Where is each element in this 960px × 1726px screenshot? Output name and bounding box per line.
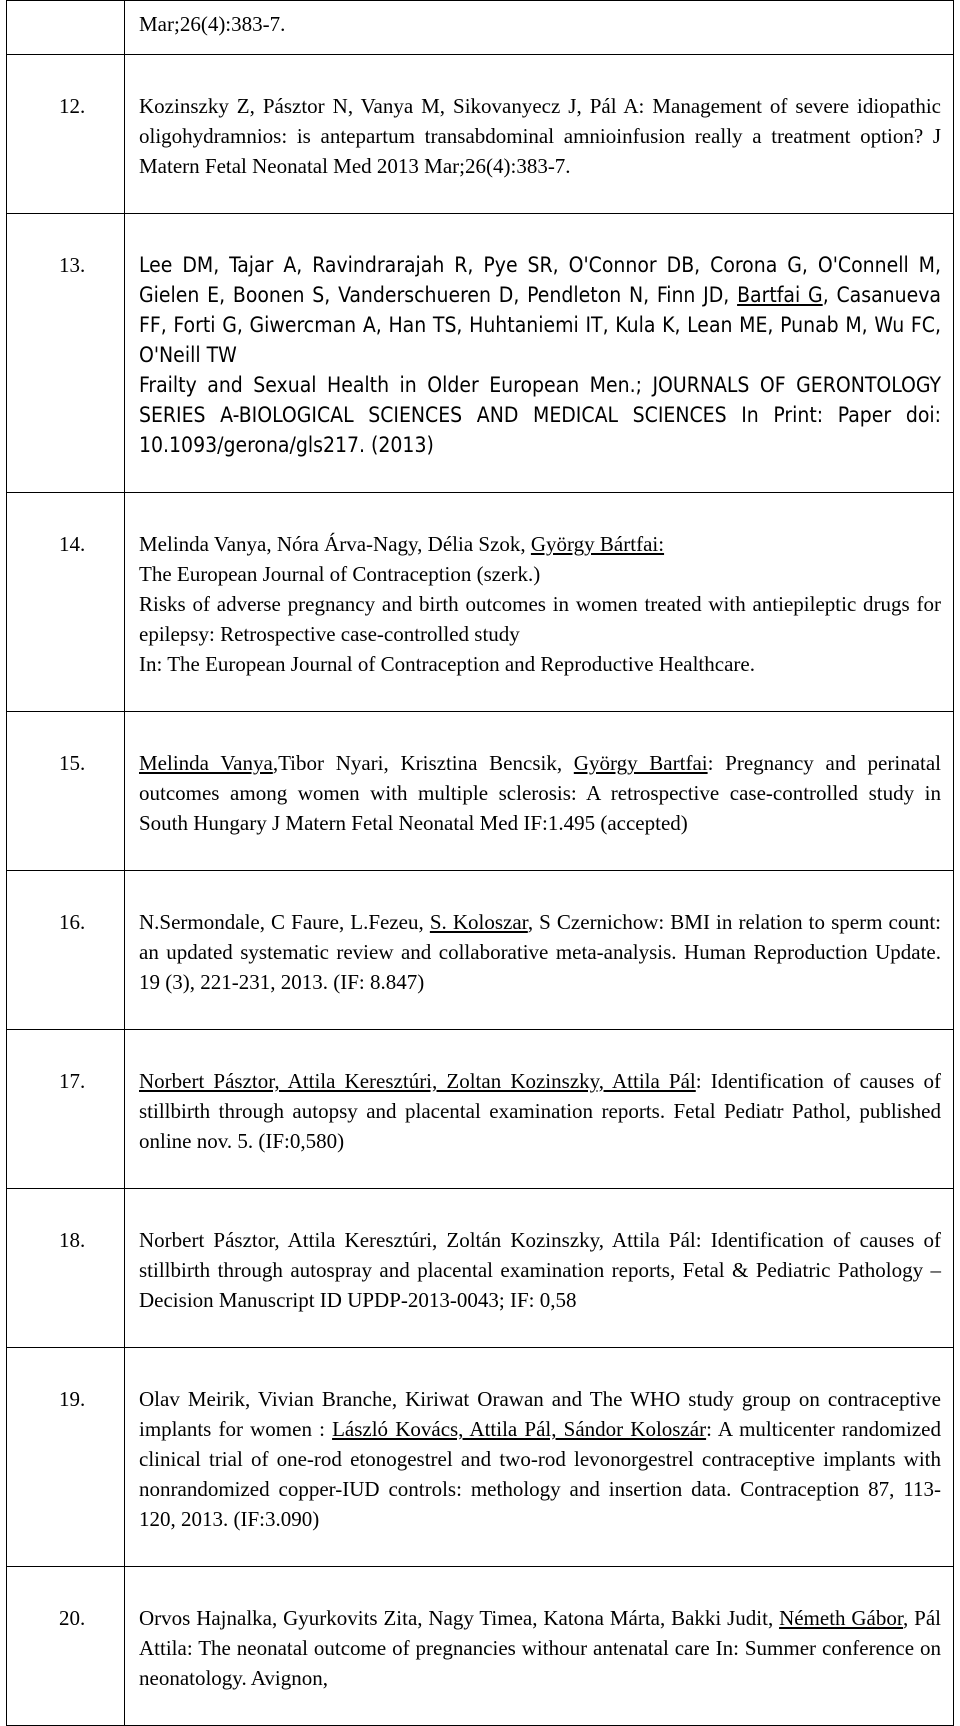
publication-number: 15.: [7, 712, 125, 871]
citation-text: ,Tibor Nyari, Krisztina Bencsik,: [272, 751, 574, 775]
citation-text: , Casanueva FF, Forti G, Giwercman A, Han TS, Huhtaniemi IT, Kula K, Lean ME, Punab M, Wu FC, O'Neill TW: [139, 283, 941, 367]
publication-citation: [125, 493, 954, 712]
publication-number: 18.: [7, 1189, 125, 1348]
citation-text: Mar;26(4):383-7.: [139, 12, 286, 36]
publication-row: [7, 1567, 954, 1726]
publication-citation: [125, 1567, 954, 1726]
citation-text: Risks of adverse pregnancy and birth outcomes in women treated with antiepileptic drugs for epilepsy: Retrospective case-controlled study: [139, 592, 941, 646]
publication-number: 16.: [7, 871, 125, 1030]
underlined-author: György Bártfai:: [530, 532, 665, 556]
citation-text: Kozinszky Z, Pásztor N, Vanya M, Sikovanyecz J, Pál A: Management of severe idiopathic oligohydramnios: is antepartum transabdominal amnioinfusion really a treatment option? J Matern Fetal Neonatal Med 2013 Mar;26(4):383-7.: [139, 94, 941, 178]
publication-number: 17.: [7, 1030, 125, 1189]
citation-text: , S Czernichow: BMI in relation to sperm count: an updated systematic review and collaborative meta-analysis. Human Reproduction Update. 19 (3), 221-231, 2013. (IF: 8.847): [139, 910, 941, 994]
underlined-author: Melinda Vanya: [139, 751, 273, 775]
publication-row: [7, 1030, 954, 1189]
citation-text: Melinda Vanya, Nóra Árva-Nagy, Délia Szok,: [139, 532, 531, 556]
publication-citation: [125, 1189, 954, 1348]
citation-text: Orvos Hajnalka, Gyurkovits Zita, Nagy Timea, Katona Márta, Bakki Judit,: [139, 1606, 780, 1630]
citation-text: , Pál Attila: The neonatal outcome of pregnancies withour antenatal care In: Summer conference on neonatology. Avignon,: [139, 1606, 941, 1690]
publication-row: [7, 1348, 954, 1567]
publication-citation: [125, 712, 954, 871]
publication-citation: [125, 1, 954, 55]
publication-row: [7, 871, 954, 1030]
underlined-author: Norbert Pásztor, Attila Keresztúri, Zoltan Kozinszky, Attila Pál: [139, 1069, 696, 1093]
publication-citation: [125, 1348, 954, 1567]
publication-row: [7, 55, 954, 214]
citation-text: : Pregnancy and perinatal outcomes among women with multiple sclerosis: A retrospective case-controlled study in South Hungary J Matern Fetal Neonatal Med IF:1.495 (accepted): [139, 751, 942, 835]
publication-number: [7, 1, 125, 55]
publication-row: [7, 1, 954, 55]
underlined-author: S. Koloszar: [429, 910, 528, 934]
publication-number: 20.: [7, 1567, 125, 1726]
publication-number: 14.: [7, 493, 125, 712]
publication-citation: [125, 55, 954, 214]
underlined-author: László Kovács, Attila Pál, Sándor Koloszár: [332, 1417, 707, 1441]
citation-text: Olav Meirik, Vivian Branche, Kiriwat Orawan and The WHO study group on contraceptive implants for women :: [139, 1387, 941, 1441]
publication-row: [7, 1189, 954, 1348]
citation-text: Frailty and Sexual Health in Older European Men.; JOURNALS OF GERONTOLOGY SERIES A-BIOLOGICAL SCIENCES AND MEDICAL SCIENCES In Print: Paper doi: 10.1093/gerona/gls217. (2013): [139, 373, 941, 457]
citation-text: : Identification of causes of stillbirth through autopsy and placental examination reports. Fetal Pediatr Pathol, published online nov. 5. (IF:0,580): [139, 1069, 941, 1153]
publication-number: 13.: [7, 214, 125, 493]
underlined-author: Németh Gábor: [779, 1606, 904, 1630]
publication-number: 12.: [7, 55, 125, 214]
publication-row: [7, 214, 954, 493]
publication-citation: [125, 871, 954, 1030]
citation-text: Norbert Pásztor, Attila Keresztúri, Zoltán Kozinszky, Attila Pál: Identification of causes of stillbirth through autospray and placental examination reports, Fetal & Pediatric Pathology – Decision Manuscript ID UPDP-2013-0043; IF: 0,58: [139, 1228, 941, 1312]
underlined-author: Bartfai G: [737, 283, 823, 307]
publication-citation: [125, 1030, 954, 1189]
citation-text: In: The European Journal of Contraception and Reproductive Healthcare.: [139, 652, 755, 676]
publication-number: 19.: [7, 1348, 125, 1567]
underlined-author: György Bartfai: [573, 751, 708, 775]
publication-row: [7, 493, 954, 712]
publication-citation: [125, 214, 954, 493]
citation-text: N.Sermondale, C Faure, L.Fezeu,: [139, 910, 430, 934]
citation-text: Lee DM, Tajar A, Ravindrarajah R, Pye SR, O'Connor DB, Corona G, O'Connell M, Gielen E, Boonen S, Vanderschueren D, Pendleton N, Finn JD,: [139, 253, 941, 307]
publication-table: [6, 0, 954, 1726]
citation-text: The European Journal of Contraception (szerk.): [139, 562, 541, 586]
publication-rows: [7, 1, 954, 1726]
citation-text: : A multicenter randomized clinical trial of one-rod etonogestrel and two-rod levonorgestrel contraceptive implants with nonrandomized copper-IUD controls: methology and insertion data. Contraception 87, 113-120, 2013. (IF:3.090): [139, 1417, 941, 1531]
publication-row: [7, 712, 954, 871]
